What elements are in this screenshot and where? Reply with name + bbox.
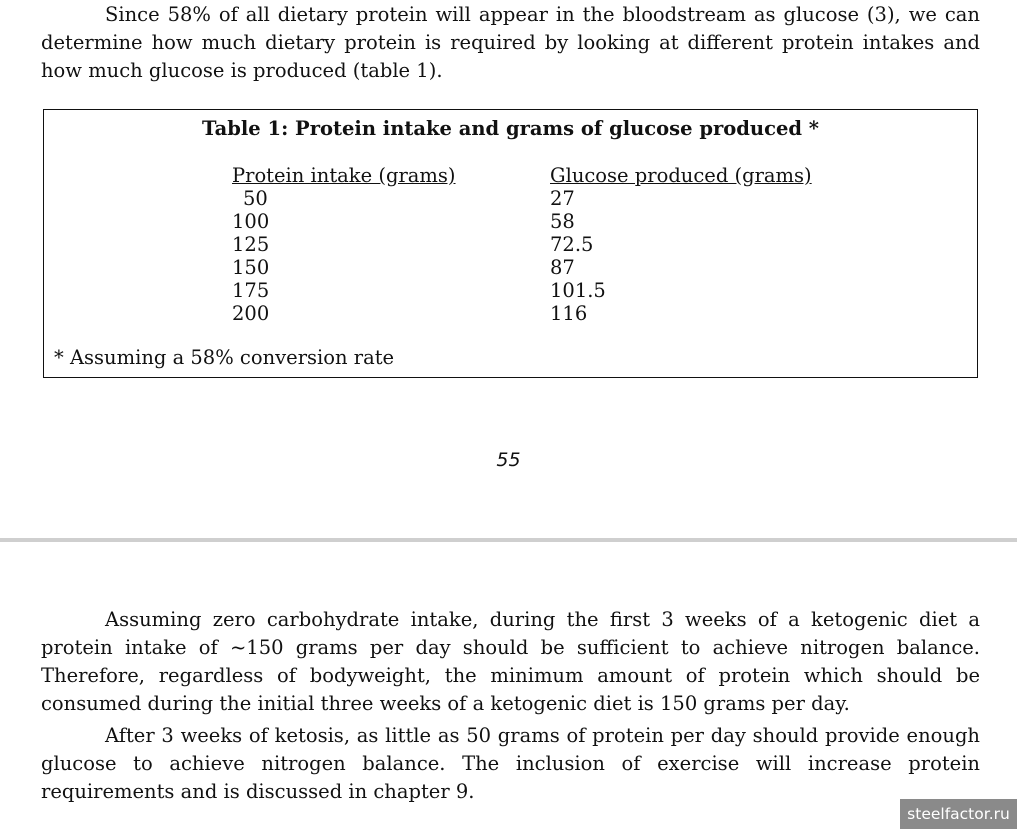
glucose-cell: 87 xyxy=(550,256,575,279)
protein-cell: 150 xyxy=(232,256,270,279)
table-footnote: * Assuming a 58% conversion rate xyxy=(54,346,395,369)
glucose-produced-header: Glucose produced (grams) xyxy=(550,164,812,187)
protein-cell: 100 xyxy=(232,210,270,233)
glucose-cell: 72.5 xyxy=(550,233,594,256)
page-divider xyxy=(0,538,1017,542)
body-paragraph: Assuming zero carbohydrate intake, during the first 3 weeks of a ketogenic diet a protein intake of ~150 grams per day should be sufficient to achieve nitrogen balance. Therefore, regardless of bodyweight, the minimum amount of protein which should be consumed during the initial three weeks of a ketogenic diet is 150 grams per day. xyxy=(41,608,980,715)
protein-intake-column xyxy=(232,164,456,325)
glucose-cell: 27 xyxy=(550,187,575,210)
glucose-cell: 58 xyxy=(550,210,575,233)
table-1 xyxy=(43,109,978,378)
body-paragraph: After 3 weeks of ketosis, as little as 50 grams of protein per day should provide enough glucose to achieve nitrogen balance. The inclusion of exercise will increase protein requirements and is discussed in chapter 9. xyxy=(41,724,980,803)
protein-cell: 50 xyxy=(243,187,268,210)
glucose-produced-column xyxy=(550,164,812,325)
protein-cell: 200 xyxy=(232,302,270,325)
protein-intake-header: Protein intake (grams) xyxy=(232,164,456,187)
protein-cell: 175 xyxy=(232,279,270,302)
page-number: 55 xyxy=(496,449,521,471)
protein-cell: 125 xyxy=(232,233,270,256)
table-title: Table 1: Protein intake and grams of glucose produced * xyxy=(201,117,819,140)
glucose-cell: 116 xyxy=(550,302,588,325)
intro-paragraph: Since 58% of all dietary protein will appear in the bloodstream as glucose (3), we can determine how much dietary protein is required by looking at different protein intakes and how much glucose is produced (table 1). xyxy=(41,3,980,82)
glucose-cell: 101.5 xyxy=(550,279,606,302)
watermark-badge: steelfactor.ru xyxy=(900,799,1017,829)
